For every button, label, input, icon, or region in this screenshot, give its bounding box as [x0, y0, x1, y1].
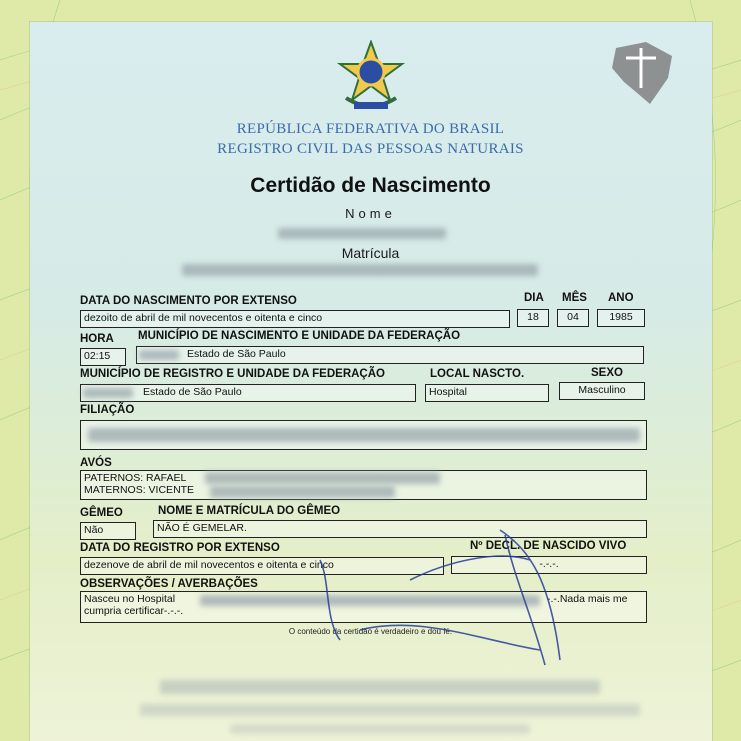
birth-year-value: 1985	[597, 309, 645, 327]
notary-redacted-2	[140, 704, 640, 716]
footer-note: O conteúdo da certidão é verdadeiro e dou fé.	[288, 627, 453, 636]
sex-value: Masculino	[559, 382, 645, 400]
twin-label: GÊMEO	[80, 507, 123, 519]
maternal-redacted	[210, 486, 395, 498]
brazil-map-logo-icon	[606, 38, 678, 108]
document-title: Certidão de Nascimento	[250, 174, 491, 197]
birth-hour-value: 02:15	[80, 348, 126, 366]
birth-municipality-label: MUNICÍPIO DE NASCIMENTO E UNIDADE DA FEDERAÇÃO	[138, 330, 461, 342]
observations-line-1-start: Nasceu no Hospital	[84, 593, 176, 605]
birth-local-label: LOCAL NASCTO.	[430, 368, 525, 380]
filiation-label: FILIAÇÃO	[80, 404, 135, 416]
registration-city-redacted	[83, 388, 133, 398]
birth-municipality-text: Estado de São Paulo	[187, 348, 286, 360]
birth-month-value: 04	[557, 309, 589, 327]
twin-value: Não	[80, 522, 136, 540]
filiation-redacted	[88, 428, 640, 442]
observations-label: OBSERVAÇÕES / AVERBAÇÕES	[80, 578, 258, 590]
hour-label: HORA	[80, 333, 114, 345]
birth-date-value: dezoito de abril de mil novecentos e oitenta e cinco	[80, 310, 510, 328]
government-header: REPÚBLICA FEDERATIVA DO BRASIL	[236, 121, 505, 137]
maternal-grandparents: MATERNOS: VICENTE	[84, 484, 195, 496]
twin-name-value: NÃO É GEMELAR.	[153, 520, 647, 538]
month-label: MÊS	[562, 292, 587, 304]
birth-local-value: Hospital	[425, 384, 549, 402]
registration-date-label: DATA DO REGISTRO POR EXTENSO	[80, 542, 280, 554]
coat-of-arms-icon	[336, 40, 406, 114]
grandparents-label: AVÓS	[80, 457, 112, 469]
decl-label: Nº DECL. DE NASCIDO VIVO	[470, 540, 627, 552]
birth-city-redacted	[139, 350, 179, 360]
observations-line-1-end: -.-.Nada mais me	[547, 593, 628, 605]
twin-name-label: NOME E MATRÍCULA DO GÊMEO	[158, 505, 341, 517]
notary-redacted-1	[160, 680, 600, 694]
year-label: ANO	[608, 292, 634, 304]
observations-line-2: cumpria certificar-.-.-.	[84, 605, 184, 617]
decl-value: -.-.-.	[451, 556, 647, 574]
paternal-redacted	[205, 472, 440, 484]
day-label: DIA	[524, 292, 544, 304]
registration-date-value: dezenove de abril de mil novecentos e oitenta e cinco	[80, 557, 444, 575]
notary-redacted-3	[230, 724, 530, 734]
registry-header: REGISTRO CIVIL DAS PESSOAS NATURAIS	[217, 141, 524, 157]
birth-municipality-value	[136, 346, 644, 364]
paternal-grandparents: PATERNOS: RAFAEL	[84, 472, 187, 484]
birth-date-label: DATA DO NASCIMENTO POR EXTENSO	[80, 295, 297, 307]
signature	[300, 520, 600, 670]
name-label: Nome	[345, 206, 396, 221]
name-redacted	[278, 228, 446, 239]
registration-municipality-text: Estado de São Paulo	[143, 386, 242, 398]
matricula-label: Matrícula	[341, 245, 400, 261]
birth-day-value: 18	[517, 309, 549, 327]
registration-municipality-label: MUNICÍPIO DE REGISTRO E UNIDADE DA FEDERAÇÃO	[80, 368, 385, 380]
sex-label: SEXO	[591, 367, 623, 379]
matricula-redacted	[182, 264, 538, 276]
